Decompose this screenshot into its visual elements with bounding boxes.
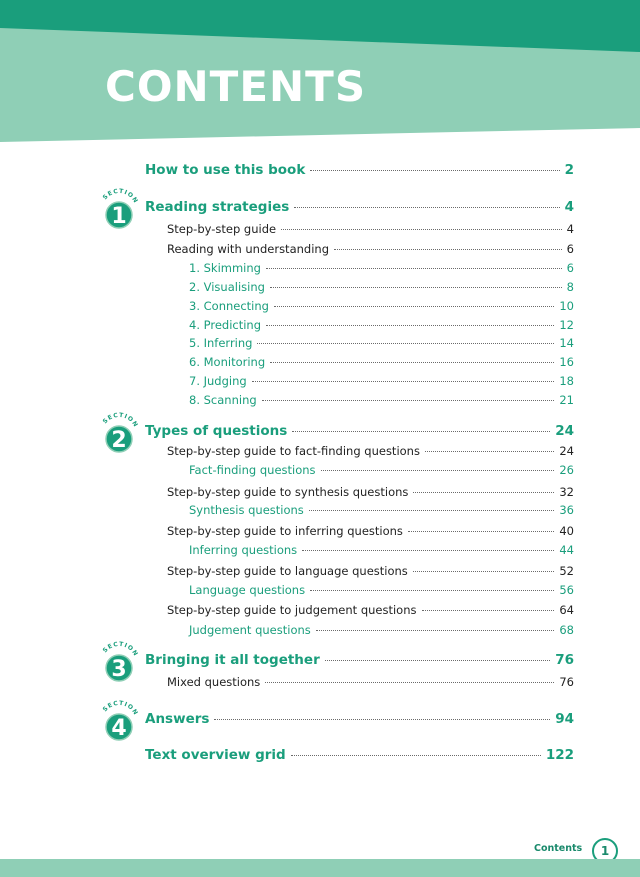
toc-label: 2. Visualising (189, 280, 265, 294)
toc-label: 1. Skimming (189, 261, 261, 275)
toc-page-number: 10 (559, 299, 574, 313)
section-4-badge (97, 700, 140, 741)
toc-entry-how-to-use[interactable] (145, 162, 574, 178)
dot-leader (281, 229, 562, 230)
toc-label: Language questions (189, 583, 306, 597)
section-3-badge (97, 641, 140, 682)
dot-leader (262, 400, 555, 401)
dot-leader (294, 207, 559, 208)
toc-label: 4. Predicting (189, 318, 262, 332)
toc-page-number: 21 (559, 393, 574, 407)
toc-entry[interactable] (167, 242, 574, 256)
dot-leader (265, 682, 554, 683)
section-1-badge (97, 188, 140, 229)
toc-entry[interactable] (189, 318, 574, 332)
footer-bar (0, 859, 640, 877)
dot-leader (257, 343, 554, 344)
toc-label: 3. Connecting (189, 299, 269, 313)
toc-entry[interactable] (189, 623, 574, 637)
dot-leader (292, 431, 550, 432)
toc-page-number: 56 (559, 583, 574, 597)
svg-text:SECTION: SECTION (101, 641, 140, 658)
toc-entry[interactable] (167, 564, 574, 578)
toc-label: Fact-finding questions (189, 463, 316, 477)
dot-leader (413, 492, 554, 493)
toc-page-number: 6 (566, 261, 574, 275)
dot-leader (302, 550, 554, 551)
dot-leader (422, 610, 555, 611)
toc-page-number: 94 (555, 711, 574, 727)
toc-page-number: 4 (566, 222, 574, 236)
toc-label: Judgement questions (189, 623, 311, 637)
toc-label: Step-by-step guide (167, 222, 277, 236)
dot-leader (408, 531, 554, 532)
toc-page-number: 18 (559, 374, 574, 388)
toc-label: Step-by-step guide to synthesis questions (167, 485, 409, 499)
toc-entry[interactable] (189, 543, 574, 557)
toc-label: 8. Scanning (189, 393, 257, 407)
toc-page-number: 44 (559, 543, 574, 557)
toc-page-number: 122 (545, 747, 574, 763)
dot-leader (291, 755, 541, 756)
toc-page-number: 32 (559, 485, 574, 499)
toc-entry[interactable] (167, 444, 574, 458)
toc-entry[interactable] (189, 336, 574, 350)
svg-text:SECTION: SECTION (101, 188, 140, 205)
toc-entry[interactable] (189, 374, 574, 388)
toc-entry[interactable] (189, 503, 574, 517)
toc-page-number: 76 (559, 675, 574, 689)
toc-entry[interactable] (189, 583, 574, 597)
toc-label: Types of questions (145, 423, 288, 439)
svg-text:3: 3 (111, 657, 127, 682)
toc-label: Mixed questions (167, 675, 261, 689)
toc-page-number: 40 (559, 524, 574, 538)
dot-leader (316, 630, 555, 631)
toc-page-number: 36 (559, 503, 574, 517)
dot-leader (309, 510, 555, 511)
toc-entry-bringing-it-all-together[interactable] (145, 652, 574, 668)
toc-page-number: 8 (566, 280, 574, 294)
toc-page-number: 2 (564, 162, 574, 178)
toc-label: Step-by-step guide to inferring questions (167, 524, 403, 538)
toc-label: Step-by-step guide to judgement questions (167, 603, 417, 617)
dot-leader (270, 362, 554, 363)
toc-entry[interactable] (189, 393, 574, 407)
toc-label: How to use this book (145, 162, 306, 178)
toc-label: 7. Judging (189, 374, 247, 388)
toc-page-number: 16 (559, 355, 574, 369)
toc-page-number: 6 (566, 242, 574, 256)
section-2-badge (97, 412, 140, 453)
dot-leader (310, 170, 559, 171)
svg-text:SECTION: SECTION (101, 700, 140, 717)
toc-page-number: 68 (559, 623, 574, 637)
toc-page-number: 26 (559, 463, 574, 477)
toc-entry[interactable] (189, 299, 574, 313)
toc-label: Reading with understanding (167, 242, 329, 256)
toc-label: Text overview grid (145, 747, 286, 763)
toc-page-number: 4 (564, 199, 574, 215)
toc-label: Bringing it all together (145, 652, 320, 668)
dot-leader (310, 590, 554, 591)
toc-label: Inferring questions (189, 543, 298, 557)
toc-entry-text-overview-grid[interactable] (145, 747, 574, 763)
toc-entry-reading-strategies[interactable] (145, 199, 574, 215)
toc-page-number: 24 (559, 444, 574, 458)
dot-leader (266, 268, 562, 269)
toc-entry[interactable] (189, 261, 574, 275)
toc-entry[interactable] (189, 355, 574, 369)
toc-page-number: 64 (559, 603, 574, 617)
toc-entry[interactable] (167, 603, 574, 617)
dot-leader (334, 249, 562, 250)
dot-leader (270, 287, 562, 288)
toc-label: Reading strategies (145, 199, 290, 215)
dot-leader (274, 306, 554, 307)
page-number: 1 (592, 838, 618, 864)
toc-page-number: 12 (559, 318, 574, 332)
footer-label: Contents (534, 843, 583, 854)
toc-label: Answers (145, 711, 210, 727)
toc-entry[interactable] (189, 280, 574, 294)
svg-text:1: 1 (111, 204, 127, 229)
toc-entry-answers[interactable] (145, 711, 574, 727)
toc-entry[interactable] (167, 222, 574, 236)
toc-entry[interactable] (167, 675, 574, 689)
dot-leader (214, 719, 550, 720)
toc-page-number: 14 (559, 336, 574, 350)
toc-page-number: 24 (555, 423, 574, 439)
toc-label: Step-by-step guide to fact-finding questions (167, 444, 420, 458)
dot-leader (252, 381, 555, 382)
toc-entry[interactable] (167, 485, 574, 499)
dot-leader (325, 660, 550, 661)
toc-label: 5. Inferring (189, 336, 253, 350)
toc-entry[interactable] (189, 463, 574, 477)
svg-text:4: 4 (111, 716, 127, 741)
svg-text:2: 2 (111, 428, 127, 453)
dot-leader (266, 325, 554, 326)
toc-page-number: 76 (555, 652, 574, 668)
toc-label: Step-by-step guide to language questions (167, 564, 408, 578)
dot-leader (413, 571, 555, 572)
toc-page-number: 52 (559, 564, 574, 578)
toc-entry[interactable] (167, 524, 574, 538)
page-title: CONTENTS (105, 62, 367, 111)
toc-entry-types-of-questions[interactable] (145, 423, 574, 439)
dot-leader (321, 470, 555, 471)
svg-text:SECTION: SECTION (101, 412, 140, 429)
toc-label: Synthesis questions (189, 503, 304, 517)
toc-label: 6. Monitoring (189, 355, 266, 369)
dot-leader (425, 451, 554, 452)
